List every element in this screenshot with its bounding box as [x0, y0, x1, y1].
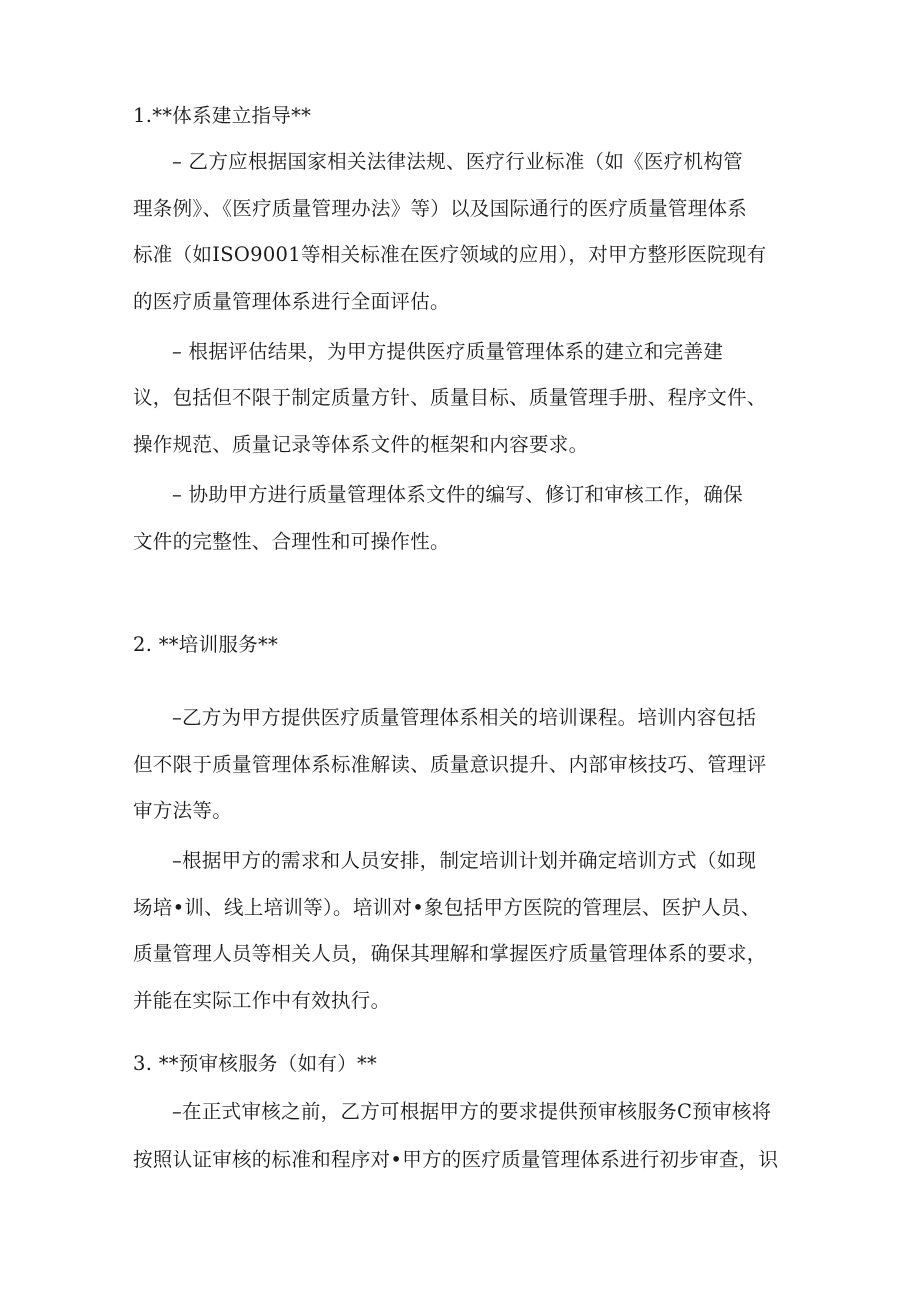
paragraph-line: 但不限于质量管理体系标准解读、质量意识提升、内部审核技巧、管理评 — [133, 753, 767, 776]
paragraph-line: 文件的完整性、合理性和可操作性。 — [133, 530, 450, 553]
paragraph-line: 理条例》、《医疗质量管理办法》等）以及国际通行的医疗质量管理体系 — [133, 197, 748, 220]
paragraph-line: 的医疗质量管理体系进行全面评估。 — [133, 290, 450, 313]
paragraph-line: 审方法等。 — [133, 799, 233, 822]
section-heading-3: 3. **预审核服务（如有）** — [133, 1052, 378, 1075]
section-heading-1: 1.**体系建立指导** — [133, 104, 312, 127]
section-heading-2: 2. **培训服务** — [133, 633, 279, 656]
paragraph-line: 操作规范、质量记录等体系文件的框架和内容要求。 — [133, 433, 589, 456]
paragraph-line: 质量管理人员等相关人员，确保其理解和掌握医疗质量管理体系的要求， — [133, 942, 767, 965]
paragraph-line: 场培•训、线上培训等）。培训对•象包括甲方医院的管理层、医护人员、 — [133, 896, 761, 919]
paragraph-line: 标准（如ISO9001等相关标准在医疗领域的应用），对甲方整形医院现有 — [133, 243, 767, 266]
paragraph-line: 按照认证审核的标准和程序对•甲方的医疗质量管理体系进行初步审查，识 — [133, 1148, 779, 1171]
paragraph-line: 并能在实际工作中有效执行。 — [133, 989, 391, 1012]
paragraph-line: –根据甲方的需求和人员安排，制定培训计划并确定培训方式（如现 — [172, 849, 757, 872]
paragraph-line: – 协助甲方进行质量管理体系文件的编写、修订和审核工作，确保 — [172, 483, 743, 506]
paragraph-line: –乙方为甲方提供医疗质量管理体系相关的培训课程。培训内容包括 — [172, 706, 757, 729]
paragraph-line: – 乙方应根据国家相关法律法规、医疗行业标准（如《医疗机构管 — [172, 150, 743, 173]
paragraph-line: 议，包括但不限于制定质量方针、质量目标、质量管理手册、程序文件、 — [133, 386, 767, 409]
paragraph-line: –在正式审核之前，乙方可根据甲方的要求提供预审核服务C预审核将 — [172, 1100, 772, 1123]
paragraph-line: – 根据评估结果，为甲方提供医疗质量管理体系的建立和完善建 — [172, 340, 724, 363]
